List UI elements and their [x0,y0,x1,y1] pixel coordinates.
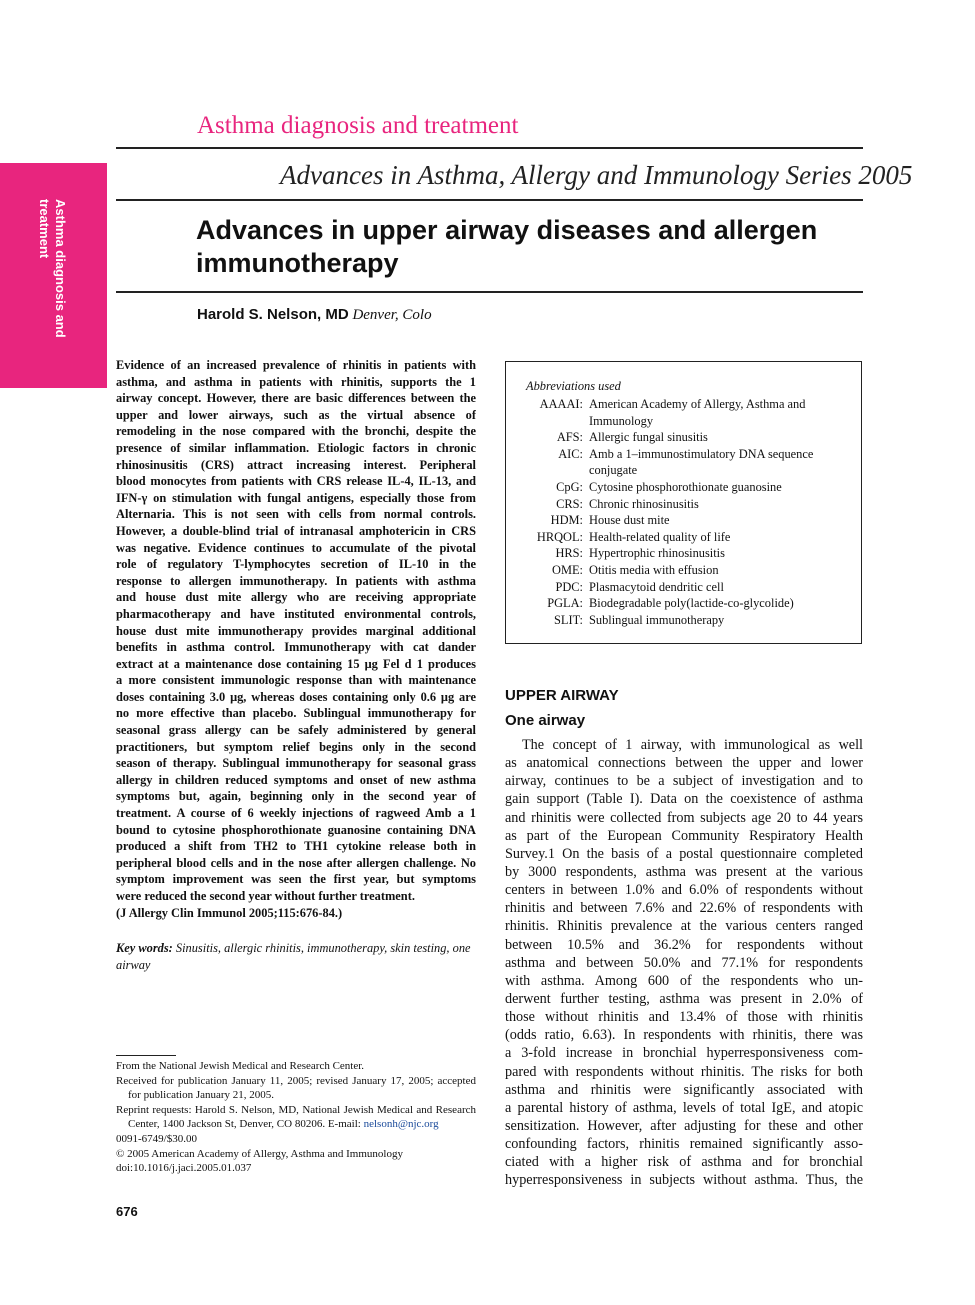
keywords-label: Key words: [116,941,173,955]
email-link[interactable]: nelsonh@njc.org [363,1118,439,1131]
abstract-line: Alternaria. This is not seen with cells from normal controls. [116,507,476,522]
abbreviation-term: PGLA: [547,596,583,611]
abstract-line: was negative. Evidence continues to accumulate of the pivotal [116,540,476,555]
abbreviation-term: SLIT: [554,612,583,627]
body-line: Survey.1 On the basis of a postal questionnaire completed [505,845,863,862]
abstract-line: a more consistent immunologic response than with maintenance [116,673,476,688]
abstract-line: house dust mite immunotherapy provides marginal additional [116,623,476,638]
body-line: The concept of 1 airway, with immunological as well [522,737,863,753]
body-line: rhinitis and between 7.6% and 22.6% of respondents with [505,900,863,917]
footnote-doi: doi:10.1016/j.jaci.2005.01.037 [116,1162,252,1175]
body-line: rhinitis. Rhinitis prevalence at the various centers ranged [505,918,863,935]
body-line: and rhinitis were collected from subjects age 20 to 44 years [505,809,863,826]
body-line: asthma and rhinitis were significantly associated with [505,1081,863,1098]
abstract-line: symptom improvement was seen the first year, but symptoms [116,872,476,887]
footnote-rule [116,1055,176,1056]
abstract-line: doses containing 3.0 μg, whereas doses containing only 0.6 μg are [116,689,476,704]
abbreviation-definition: House dust mite [589,513,670,528]
abbreviation-term: HDM: [550,513,583,528]
section-title: Asthma diagnosis and treatment [197,112,519,139]
series-rule [116,199,863,201]
abbreviation-definition: Biodegradable poly(lactide-co-glycolide) [589,596,794,611]
body-line: derwent further testing, asthma was present in 2.0% of [505,990,863,1007]
abbreviation-definition: American Academy of Allergy, Asthma and Immunology [589,397,806,428]
abstract-line: pharmacotherapy and have instituted environmental controls, [116,606,476,621]
abstract-line: season of therapy. Sublingual immunotherapy for seasonal grass [116,756,476,771]
abbreviation-term: AIC: [558,446,583,461]
abstract-line: remodeling in the nose compared with the bronchi, despite the [116,424,476,439]
abbreviations-box [505,361,862,644]
body-line: as anatomical connections between the upper and lower [505,755,863,772]
abbreviation-term: PDC: [555,579,583,594]
abbreviation-definition: Sublingual immunotherapy [589,612,725,627]
abstract-line: rhinosinusitis (CRS) attract increasing interest. Peripheral [116,457,476,472]
reprint-text: Reprint requests: Harold S. Nelson, MD, National Jewish Medical and Research Center, 1400 Jackson St, Denver, CO 80206. E-mail: [116,1103,476,1131]
abbreviations-heading: Abbreviations used [526,379,621,393]
abbreviation-term: CpG: [556,480,583,494]
footnote-affiliation: From the National Jewish Medical and Research Center. [116,1060,365,1072]
body-line: (odds ratio, 6.63). In respondents with rhinitis, there was [505,1027,863,1044]
abbreviation-definition: Plasmacytoid dendritic cell [589,579,724,594]
abstract-line: blood monocytes from patients with CRS release IL-4, IL-13, and [116,474,476,489]
abstract-line: However, a double-blind trial of intranasal amphotericin in CRS [116,523,476,538]
keywords [116,940,476,974]
abstract-line: extract at a maintenance dose containing 15 μg Fel d 1 produces [116,656,476,671]
abbreviation-definition: Chronic rhinosinusitis [589,496,699,511]
body-line: confounding factors, rhinitis remained significantly asso- [505,1136,863,1153]
body-line: hyperresponsiveness in subjects without asthma. Thus, the [505,1172,863,1189]
body-line: ciated with a higher risk of asthma and for bronchial [505,1154,863,1171]
abstract-line: IFN-γ on stimulation with fungal antigens, especially those from [116,490,476,505]
abstract-line: bound to cytosine phosphorothionate guanosine containing DNA [116,822,476,837]
body-line: centers in between 1.0% and 6.0% of respondents without [505,882,863,899]
abbreviation-definition: Hypertrophic rhinosinusitis [589,546,725,561]
abstract-line: asthma, and asthma in patients with rhinitis, supports the 1 [116,374,476,389]
abstract-line: (J Allergy Clin Immunol 2005;115:676-84.) [116,905,343,920]
abbreviation-definition: Amb a 1–immunostimulatory DNA sequence conjugate [589,446,814,478]
abbreviation-definition: Otitis media with effusion [589,563,719,577]
abstract-line: symptoms but, again, beginning only in the second year of [116,789,476,804]
abstract-line: treatment. A course of 6 weekly injections of ragweed Amb a 1 [116,806,476,821]
abstract-line: response to allergen immunotherapy. In patients with asthma [116,573,476,588]
body-text [505,736,863,1190]
header-rule [116,147,863,149]
abstract-line: upper and lower airways, such as the virtual absence of [116,407,476,422]
abstract-line: allergy in children reduced symptoms and onset of new asthma [116,772,476,787]
author-line [197,306,432,324]
abstract-line: peripheral blood cells and in the nose after allergen challenge. No [116,855,476,870]
abbreviation-term: AAAAI: [539,397,583,411]
series-title: Advances in Asthma, Allergy and Immunology Series 2005 [280,160,913,190]
body-line: sensitization. However, after adjusting for these and other [505,1117,863,1134]
abbreviation-term: HRS: [555,546,583,561]
side-tab-label: Asthma diagnosis and treatment [37,199,68,338]
footnotes [116,1059,476,1176]
abstract-line: seasonal grass allergy can be safely administered by general [116,723,476,738]
body-line: pared with respondents without rhinitis. The risks for both [505,1063,863,1080]
abstract-line: practitioners, but symptom relief begins only in the second [116,739,476,754]
body-line: those without rhinitis and 13.4% of those with rhinitis [505,1009,863,1026]
footnote-copyright: © 2005 American Academy of Allergy, Asthma and Immunology [116,1147,403,1160]
body-line: between 10.5% and 36.2% for respondents without [505,936,863,953]
page-number: 676 [116,1204,138,1219]
body-line: a parental history of asthma, levels of total IgE, and atopic [505,1099,863,1116]
article-title: Advances in upper airway diseases and allergen immunotherapy [196,215,818,278]
abbreviation-term: AFS: [556,430,583,445]
abstract-line: no more effective than placebo. Sublingual immunotherapy for [116,706,476,721]
body-line: as part of the European Community Respiratory Health [505,827,863,844]
abstract-line: role of regulatory T-lymphocytes secretion of IL-10 in the [116,557,476,572]
abbreviation-term: OME: [552,563,583,577]
body-line: airway, continues to be a subject of investigation and to [505,773,863,790]
side-tab [0,163,107,388]
abstract-line: Evidence of an increased prevalence of rhinitis in patients with [116,358,476,372]
title-rule [116,291,863,293]
abstract-line: and house dust mite allergy who are receiving appropriate [116,590,476,605]
abbreviation-term: CRS: [556,496,583,511]
footnote-price: 0091-6749/$30.00 [116,1132,197,1145]
abstract-line: presence of similar inflammation. Etiologic factors in chronic [116,440,476,455]
abstract-line: benefits in asthma control. Immunotherapy with cat dander [116,640,476,655]
abbreviation-definition: Allergic fungal sinusitis [589,430,708,445]
author-location: Denver, Colo [352,307,432,323]
abbreviation-definition: Cytosine phosphorothionate guanosine [589,480,782,494]
body-line: gain support (Table I). Data on the coexistence of asthma [505,791,863,808]
heading-upper-airway: UPPER AIRWAY [505,687,619,704]
abbreviation-definition: Health-related quality of life [589,529,731,544]
author-name: Harold S. Nelson, MD [197,306,349,323]
body-line: by 3000 respondents, asthma was present at the various [505,863,863,880]
footnote-received: Received for publication January 11, 2005; revised January 17, 2005; accepted for publication January 21, 2005. [116,1074,476,1102]
abbreviation-term: HRQOL: [536,529,583,544]
heading-one-airway: One airway [505,712,586,729]
body-line: with asthma. Among 600 of the respondents who un- [505,972,863,989]
body-line: a 3-fold increase in bronchial hyperresponsiveness com- [505,1045,863,1062]
footnote-reprint [116,1103,476,1132]
body-line: asthma and between 50.0% and 77.1% for respondents [505,954,863,971]
keywords-text: Sinusitis, allergic rhinitis, immunotherapy, skin testing, one airway [116,941,471,972]
abstract-line: were reduced the second year without further treatment. [116,889,415,903]
abstract-line: airway concept. However, there are basic differences between the [116,391,476,406]
abstract [116,357,476,921]
abstract-line: produced a shift from TH2 to TH1 cytokine release both in [116,839,476,854]
